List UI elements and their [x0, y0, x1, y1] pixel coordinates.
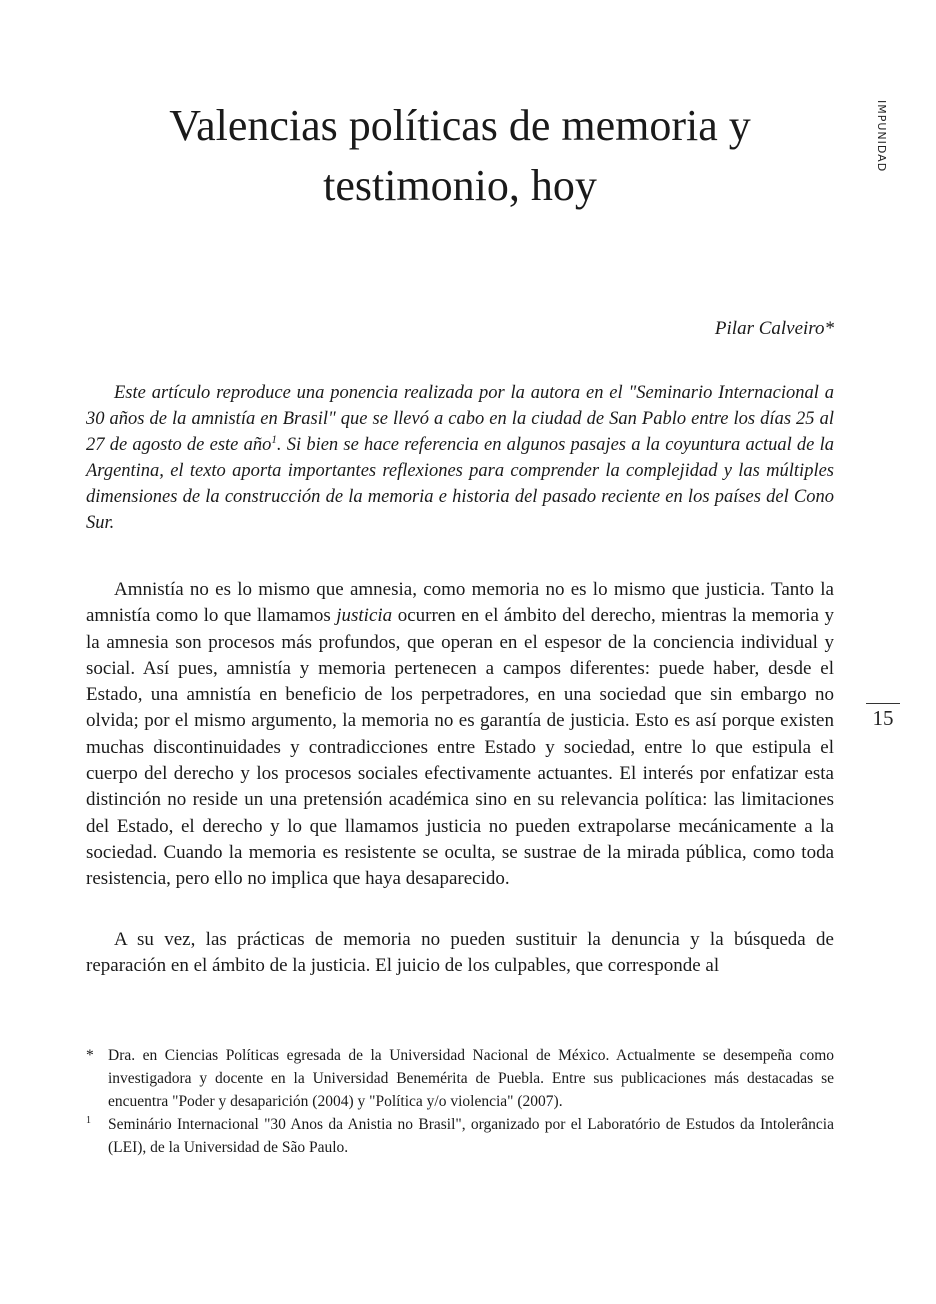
body-paragraph	[86, 577, 834, 893]
footnote-reference: 1	[271, 433, 277, 446]
footnotes	[86, 1044, 834, 1159]
title-line: testimonio, hoy	[323, 161, 597, 210]
abstract	[86, 380, 834, 536]
abstract-text: Este artículo reproduce una ponencia realizada por la autora en el "Seminario Internacional a 30 años de la amnistía en Brasil" que se llevó a cabo en la ciudad de San Pablo entre los días 25 al 27 de agosto de este año	[86, 383, 834, 455]
author-name: Pilar Calveiro*	[714, 318, 834, 339]
body-paragraph: A su vez, las prácticas de memoria no pueden sustituir la denuncia y la búsqueda de reparación en el ámbito de la justicia. El juicio de los culpables, que corresponde al	[86, 929, 834, 977]
footnote-text: Dra. en Ciencias Políticas egresada de la Universidad Nacional de México. Actualmente se desempeña como investigadora y docente en la Universidad Benemérita de Puebla. Entre sus publicaciones más destacadas se encuentra "Poder y desaparición (2004) y "Política y/o violencia" (2007).	[108, 1047, 834, 1110]
title-line: Valencias políticas de memoria y	[169, 101, 751, 150]
page-number-rule	[866, 703, 900, 704]
running-head	[862, 100, 892, 180]
running-head-text: IMPUNIDAD	[875, 100, 888, 173]
footnote-mark: 1	[86, 1115, 91, 1126]
footnote	[86, 1113, 834, 1159]
article-title	[86, 96, 834, 216]
emphasized-word: justicia	[336, 605, 393, 627]
paragraph-text-cont: ocurren en el ámbito del derecho, mientras la memoria y la amnesia son procesos más profundos, que operan en el espesor de la conciencia individual y social. Así pues, amnistía y memoria pertenecen a campos diferentes: puede haber, desde el Estado, una amnistía en beneficio de los perpetradores, en una sociedad que sin embargo no olvida; por el mismo argumento, la memoria no es garantía de justicia. Esto es así porque existen muchas discontinuidades y contradicciones entre Estado y sociedad, entre lo que estipula el cuerpo del derecho y los procesos sociales efectivamente actuantes. El interés por enfatizar esta distinción no reside un una pretensión académica sino en su relevancia política: las limitaciones del Estado, el derecho y lo que llamamos justicia no pueden extrapolarse mecánicamente a la sociedad. Cuando la memoria es resistente se oculta, se sustrae de la mirada pública, como toda resistencia, pero ello no implica que haya desaparecido.	[86, 605, 834, 890]
page-number: 15	[872, 706, 894, 730]
footnote-mark: *	[86, 1047, 94, 1064]
footnote	[86, 1044, 834, 1113]
paragraph-text: Amnistía no es lo mismo que amnesia, como memoria no es lo mismo que justicia. Tanto la amnistía como lo que llamamos	[86, 579, 834, 627]
footnote-text: Seminário Internacional "30 Anos da Anistia no Brasil", organizado por el Laboratório de Estudos da Intolerância (LEI), de la Universidad de São Paulo.	[108, 1116, 834, 1156]
abstract-text-cont: . Si bien se hace referencia en algunos pasajes a la coyuntura actual de la Argentina, el texto aporta importantes reflexiones para comprender la complejidad y las múltiples dimensiones de la construcción de la memoria e historia del pasado reciente en los países del Cono Sur.	[86, 435, 834, 533]
